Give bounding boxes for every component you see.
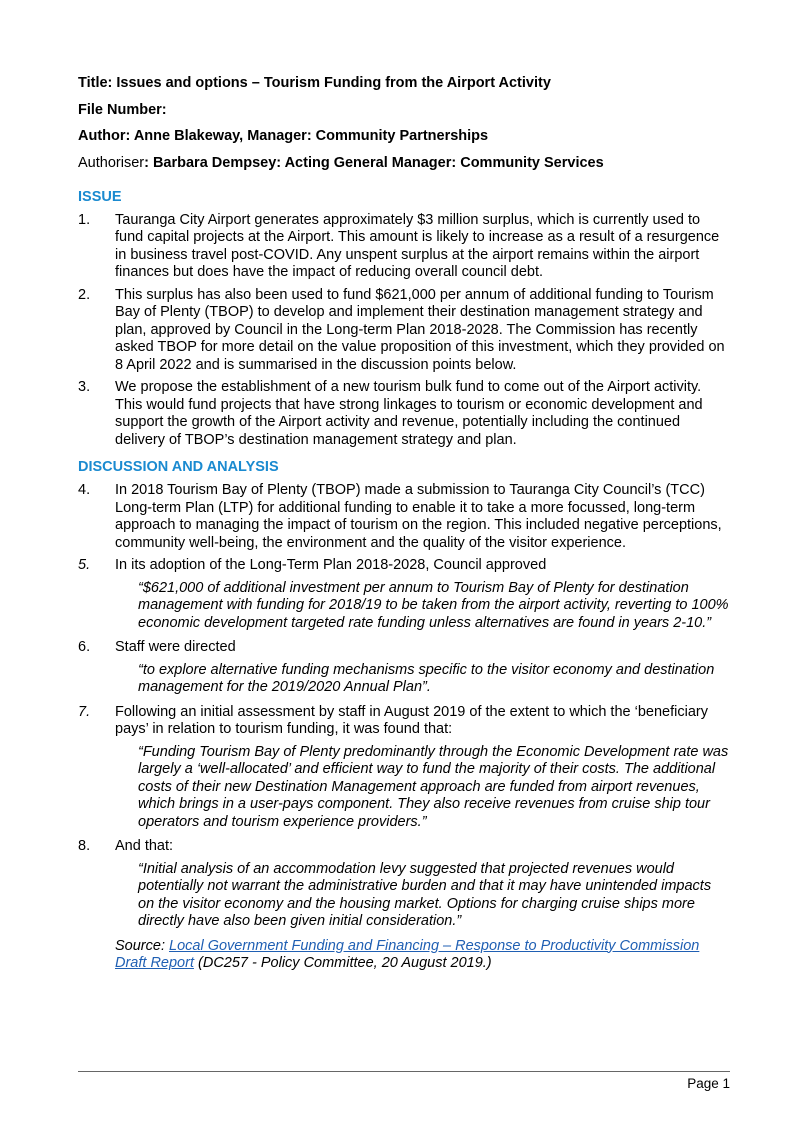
discussion-item-4 bbox=[78, 482, 730, 552]
issue-heading: ISSUE bbox=[78, 188, 122, 205]
item-number: 5. bbox=[78, 557, 91, 573]
issue-item-1 bbox=[78, 212, 730, 282]
item-number: 2. bbox=[78, 286, 91, 303]
item-number: 6. bbox=[78, 639, 91, 655]
authoriser-label: Authoriser bbox=[78, 154, 145, 171]
quote-block: “Funding Tourism Bay of Plenty predominantly through the Economic Development rate was largely a ‘well-allocated’ and efficient way to fund the majority of their costs. The additional costs of their new Destination Management approach are funded from airport revenues, which brings in a user-pays component. They also receive revenues from cruise ship tour operators and tourism experience providers.” bbox=[138, 743, 729, 830]
discussion-item-7 bbox=[78, 704, 730, 739]
discussion-heading: DISCUSSION AND ANALYSIS bbox=[78, 459, 279, 475]
issue-item-3 bbox=[78, 379, 730, 449]
source-citation bbox=[115, 938, 730, 973]
authoriser-value: : Barbara Dempsey: Acting General Manager: Community Services bbox=[144, 154, 604, 171]
item-number: 1. bbox=[78, 211, 91, 228]
footer-divider bbox=[78, 1071, 730, 1072]
discussion-item-5 bbox=[78, 557, 730, 575]
quote-block: “to explore alternative funding mechanisms specific to the visitor economy and destination management for the 2019/2020 Annual Plan”. bbox=[138, 661, 715, 695]
document-page bbox=[78, 74, 730, 973]
document-title: Title: Issues and options – Tourism Funding from the Airport Activity bbox=[78, 75, 551, 91]
item-number: 7. bbox=[78, 703, 91, 720]
item-text: Following an initial assessment by staff in August 2019 of the extent to which the ‘beneficiary pays’ in relation to tourism funding, it was found that: bbox=[115, 703, 708, 737]
quote-block: “$621,000 of additional investment per annum to Tourism Bay of Plenty for destination management with funding for 2018/19 to be taken from the airport activity, reverting to 100% economic development targeted rate funding unless alternatives are found in years 2-10.” bbox=[138, 579, 729, 631]
item-text: Staff were directed bbox=[115, 639, 236, 655]
item-text: We propose the establishment of a new tourism bulk fund to come out of the Airport activity. This would fund projects that have strong linkages to tourism or economic development and support the growth of the Airport activity and revenue, potentially including the continued delivery of TBOP’s destination management strategy and plan. bbox=[115, 379, 703, 448]
source-suffix: (DC257 - Policy Committee, 20 August 2019.) bbox=[193, 955, 492, 971]
source-label: Source: bbox=[115, 937, 169, 954]
authoriser bbox=[78, 154, 730, 172]
item-number: 4. bbox=[78, 482, 91, 498]
source-link[interactable]: Local Government Funding and Financing – Response to Productivity Commission Draft Report bbox=[115, 937, 700, 971]
item-number: 3. bbox=[78, 379, 91, 395]
item-text: Tauranga City Airport generates approximately $3 million surplus, which is currently used to fund capital projects at the Airport. This amount is likely to increase as a result of a resurgence in business travel post-COVID. Any unspent surplus at the airport remains within the airport finances but does have the impact of reducing overall council debt. bbox=[115, 211, 720, 280]
item-text: In 2018 Tourism Bay of Plenty (TBOP) made a submission to Tauranga City Council’s (TCC) Long-term Plan (LTP) for additional funding to enable it to take a more focussed, long-term approach to managing the impact of tourism on the region. This included negative perceptions, community well-being, the environment and the quality of the visitor experience. bbox=[115, 482, 722, 551]
discussion-item-6 bbox=[78, 639, 730, 657]
issue-item-2 bbox=[78, 287, 730, 375]
file-number: File Number: bbox=[78, 101, 167, 118]
item-number: 8. bbox=[78, 838, 91, 854]
item-text: And that: bbox=[115, 838, 174, 854]
item-text: In its adoption of the Long-Term Plan 2018-2028, Council approved bbox=[115, 557, 547, 573]
author: Author: Anne Blakeway, Manager: Community Partnerships bbox=[78, 128, 489, 144]
discussion-item-8 bbox=[78, 838, 730, 856]
page-number: Page 1 bbox=[687, 1076, 730, 1091]
quote-block: “Initial analysis of an accommodation levy suggested that projected revenues would potentially not warrant the administrative burden and that it may have unintended impacts on the visitor economy and the housing market. Options for charging cruise ships more directly have also been given initial consideration.” bbox=[138, 860, 712, 929]
item-text: This surplus has also been used to fund $621,000 per annum of additional funding to Tourism Bay of Plenty (TBOP) to develop and implement their destination management strategy and plan, approved by Council in the Long-term Plan 2018-2028. The Commission has recently asked TBOP for more detail on the value proposition of this investment, which they provided on 8 April 2022 and is summarised in the discussion points below. bbox=[115, 286, 725, 373]
